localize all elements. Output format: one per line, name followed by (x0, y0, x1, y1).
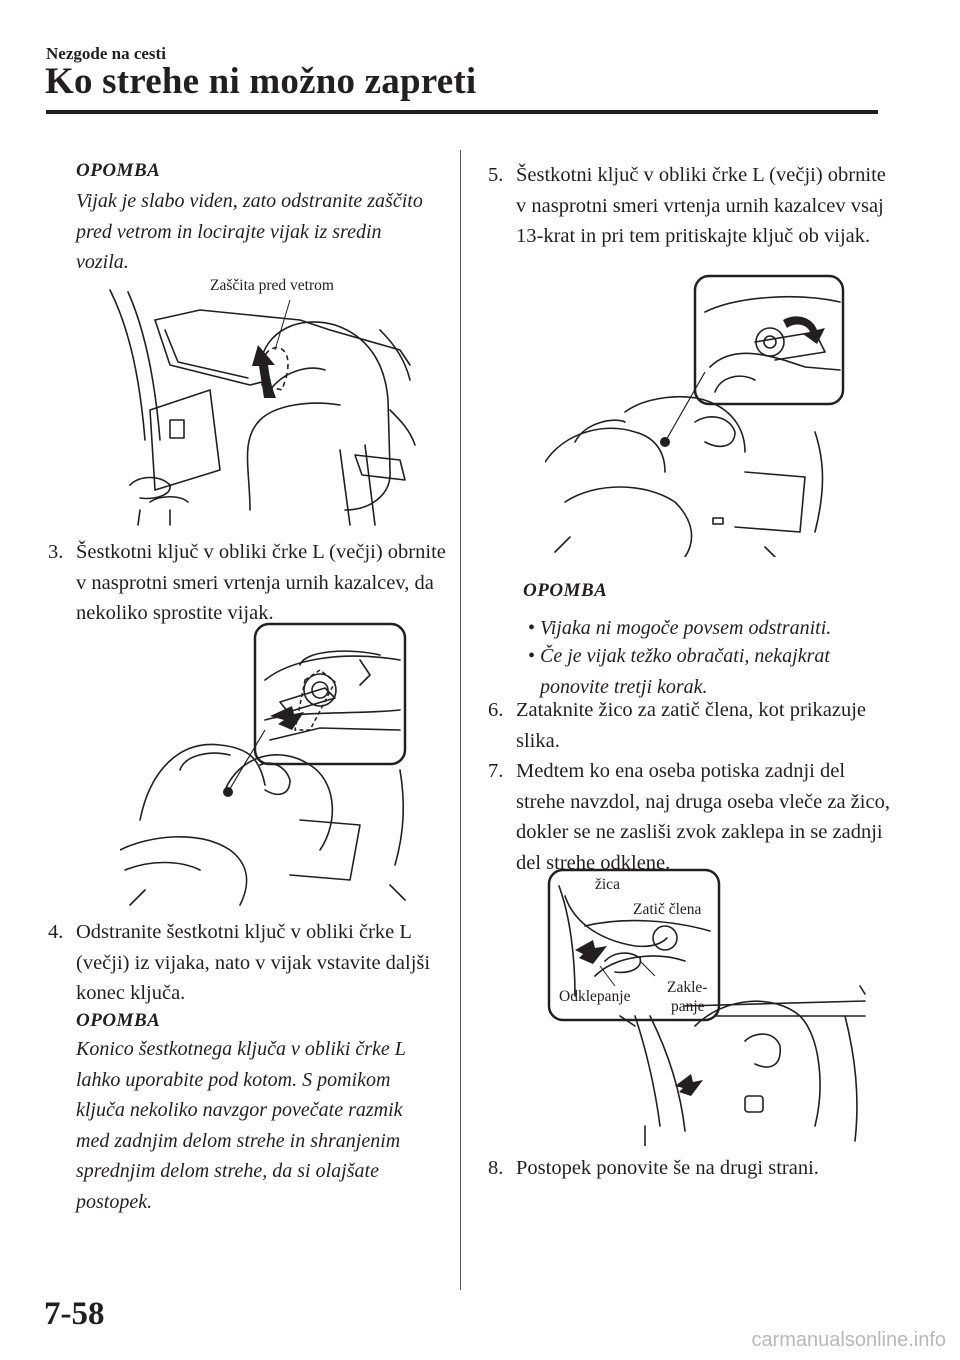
step-text: Medtem ko ena oseba potiska zadnji del strehe navzdol, naj druga oseba vleče za žico, dokler se ne zasliši zvok zaklepa in se zadnji del strehe odklene. (516, 760, 890, 874)
bullet-icon: • (528, 645, 536, 667)
step-text: Šestkotni ključ v obliki črke L (večji) obrnite v nasprotni smeri vrtenja urnih kazalcev, da nekoliko sprostite vijak. (76, 541, 446, 624)
step-text: Odstranite šestkotni ključ v obliki črke L (večji) iz vijaka, nato v vijak vstavite daljši konec ključa. (76, 921, 431, 1004)
note-text: Konico šestkotnega ključa v obliki črke L lahko uporabite pod kotom. S pomikom ključa nekoliko navzgor povečate razmik med zadnjim delom strehe in shranjenim sprednjim delom strehe, da si olajšate postopek. (76, 1038, 406, 1213)
loosen-bolt-illustration (120, 620, 420, 910)
pull-arrow-icon (575, 940, 607, 964)
step-text: Šestkotni ključ v obliki črke L (večji) obrnite v nasprotni smeri vrtenja urnih kazalcev vsaj 13-krat in pri tem pritiskajte ključ ob vijak. (516, 164, 886, 247)
wind-blocker-illustration (100, 270, 420, 530)
step-text: Zataknite žico za zatič člena, kot prikazuje slika. (516, 699, 867, 752)
note-bullet (528, 641, 885, 702)
bullet-icon: • (528, 617, 536, 639)
rotate-arrow-icon (783, 316, 825, 344)
note-heading: OPOMBA (76, 160, 161, 181)
label-lock-line2: panje (671, 998, 705, 1015)
label-wind-blocker: Zaščita pred vetrom (210, 277, 334, 294)
label-unlock: Odklepanje (559, 988, 631, 1005)
page-number: 7-58 (44, 1296, 105, 1332)
figure-wind-blocker (100, 270, 420, 530)
footer-watermark: carmanualsonline.info (751, 1329, 946, 1351)
turn-bolt-illustration (545, 272, 845, 557)
label-wire: žica (595, 876, 620, 893)
bullet-text: Vijaka ni mogoče povsem odstraniti. (540, 617, 832, 639)
pull-wire-illustration (545, 866, 870, 1146)
figure-pull-wire (545, 866, 870, 1146)
push-arrow-icon (675, 1074, 703, 1096)
column-divider (460, 150, 461, 1290)
figure-loosen-bolt (120, 620, 420, 910)
step-number: 7. (488, 760, 504, 782)
bullet-text: Če je vijak težko obračati, nekajkrat ponovite tretji korak. (540, 645, 830, 698)
note-text: Vijak je slabo viden, zato odstranite zaščito pred vetrom in locirajte vijak iz sredin vozila. (76, 190, 423, 273)
page-title: Ko strehe ni možno zapreti (45, 61, 477, 102)
note-heading: OPOMBA (523, 580, 608, 601)
section-name: Nezgode na cesti (46, 44, 166, 63)
step-text: Postopek ponovite še na drugi strani. (516, 1157, 819, 1179)
arrow-up-icon (252, 345, 276, 398)
figure-turn-bolt (545, 272, 845, 557)
step-number: 8. (488, 1157, 504, 1179)
step-number: 3. (48, 541, 64, 563)
label-link-pin: Zatič člena (633, 901, 702, 918)
label-lock-line1: Zakle- (667, 979, 708, 996)
step-number: 5. (488, 164, 504, 186)
note-bullet (528, 613, 885, 644)
step-number: 6. (488, 699, 504, 721)
header-rule (46, 110, 878, 114)
step-number: 4. (48, 921, 64, 943)
note-heading: OPOMBA (76, 1010, 161, 1031)
